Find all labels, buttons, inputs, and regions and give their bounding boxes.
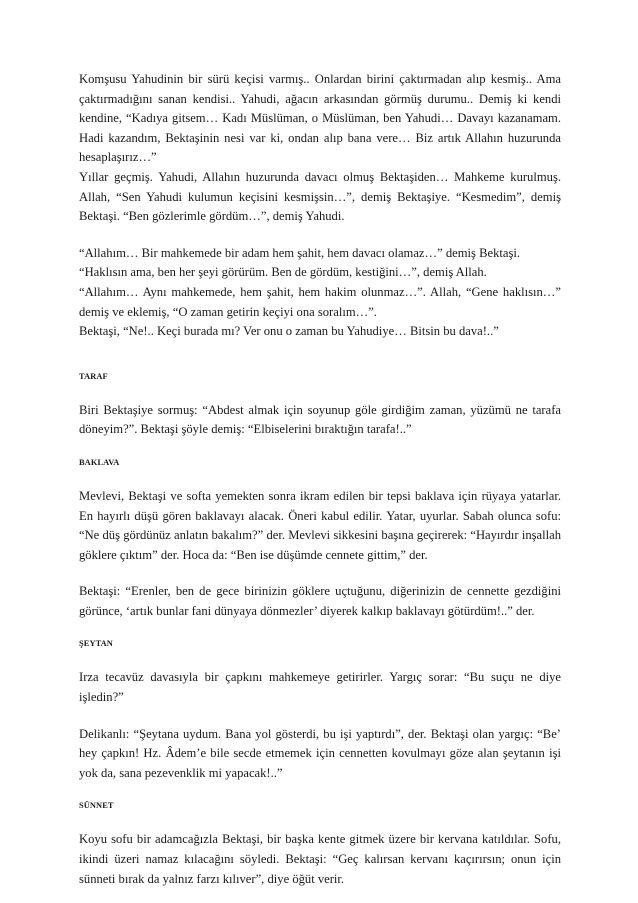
baklava-paragraph-1: Mevlevi, Bektaşi ve softa yemekten sonra ikram edilen bir tepsi baklava için rüyaya yatarlar. En hayırlı düşü gören baklavayı alacak. Öneri kabul edilir. Yatar, uyurlar. Sabah olunca sofu: “Ne düş gördünüz anlatın bakalım?” der. Mevlevi sikkesini başına geçirerek: “Hayırdır inşallah göklere çıktım” der. Hoca da: “Ben ise düşümde cennete gittim,” der. — [79, 488, 561, 562]
section-heading-baklava: BAKLAVA — [79, 457, 120, 467]
section-heading-sunnet: SÜNNET — [79, 801, 114, 811]
section-heading-taraf: TARAF — [79, 371, 108, 381]
baklava-paragraph-2: Bektaşi: “Erenler, ben de gece birinizin göklere uçtuğunu, diğerinizin de cennette gezdiğini görünce, ‘artık bunlar fani dünyaya dönmezler’ diyerek kalkıp baklavayı götürdüm!..” der. — [79, 584, 561, 618]
intro-paragraph-2: Yıllar geçmiş. Yahudi, Allahın huzurunda davacı olmuş Bektaşiden… Mahkeme kurulmuş. Allah, “Sen Yahudi kulumun keçisini kesmişsin…”, demiş Bektaşiye. “Kesmedim”, demiş Bektaşi. “Ben gözlerimle gördüm…”, demiş Yahudi. — [79, 169, 561, 224]
intro-paragraph-4: “Haklısın ama, ben her şeyi görürüm. Ben de gördüm, kestiğini…”, demiş Allah. — [79, 265, 487, 280]
section-heading-seytan: ŞEYTAN — [79, 639, 113, 649]
seytan-paragraph-2: Delikanlı: “Şeytana uydum. Bana yol gösterdi, bu işi yaptırdı”, der. Bektaşi olan yargıç: “Be’ hey çapkın! Hz. Âdem’e bile secde etmemek için cennetten kovulmayı göze alan şeytanın işi yok da, sana pezevenklik mi yapacak!..” — [79, 726, 561, 780]
sunnet-paragraph-1: Koyu sofu bir adamcağızla Bektaşi, bir başka kente gitmek üzere bir kervana katıldılar. Sofu, ikindi üzeri namaz kılacağını söyledi. Bektaşi: “Geç kalırsan kervanı kaçırırsın; onun için sünneti bırak da yalnız farzı kılıver”, diye öğüt verir. — [79, 832, 561, 886]
intro-paragraph-3: “Allahım… Bir mahkemede bir adam hem şahit, hem davacı olamaz…” demiş Bektaşi. — [79, 245, 520, 260]
intro-paragraph-6: Bektaşi, “Ne!.. Keçi burada mı? Ver onu o zaman bu Yahudiye… Bitsin bu dava!..” — [79, 324, 499, 339]
intro-paragraph-5: “Allahım… Aynı mahkemede, hem şahit, hem hakim olunmaz…”. Allah, “Gene haklısın…” demiş ve eklemiş, “O zaman getirin keçiyi ona soralım…”. — [79, 284, 561, 319]
intro-paragraph-1: Komşusu Yahudinin bir sürü keçisi varmış.. Onlardan birini çaktırmadan alıp kesmiş.. Ama çaktırmadığını sanan kendisi.. Yahudi, ağacın arkasından görmüş durumu.. Demiş ki kendi kendine, “Kadıya gitsem… Kadı Müslüman, o Müslüman, ben Yahudi… Davayı kazanamam. Hadi kazandım, Bektaşinin nesi var ki, ondan alıp bana vere… Biz artık Allahın huzurunda hesaplaşırız…” — [79, 72, 561, 165]
seytan-paragraph-1: Irza tecavüz davasıyla bir çapkını mahkemeye getirirler. Yargıç sorar: “Bu suçu ne diye işledin?” — [79, 670, 561, 705]
taraf-paragraph-1: Biri Bektaşiye sormuş: “Abdest almak için soyunup göle girdiğim zaman, yüzümü ne tarafa döneyim?”. Bektaşi şöyle demiş: “Elbiselerini bıraktığın tarafa!..” — [79, 402, 561, 437]
document-page — [79, 70, 561, 889]
